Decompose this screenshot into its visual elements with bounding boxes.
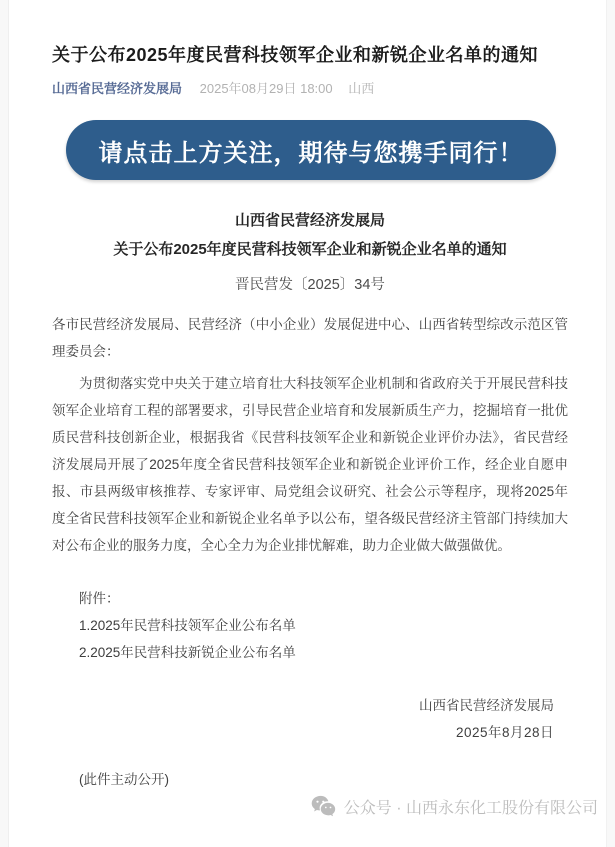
watermark-text: 公众号 · 山西永东化工股份有限公司 (343, 800, 598, 817)
attachment-item-1: 1.2025年民营科技领军企业公布名单 (79, 618, 296, 633)
attachments-label: 附件： (79, 591, 120, 606)
document-number: 晋民营发〔2025〕34号 (235, 277, 385, 293)
publish-date: 2025年08月29日 18:00 (199, 81, 333, 96)
disclosure-note: (此件主动公开) (79, 772, 169, 787)
attachments-block (79, 585, 568, 666)
signature-org: 山西省民营经济发展局 (419, 698, 554, 713)
body-paragraph: 为贯彻落实党中央关于建立培育壮大科技领军企业机制和省政府关于开展民营科技领军企业培育工程的部署要求，引导民营企业培育和发展新质生产力，挖掘培育一批优质民营科技创新企业，根据我省《民营科技领军企业和新锐企业评价办法》，省民营经济发展局开展了2025年度全省民营科技领军企业和新锐企业评价工作，经企业自愿申报、市县两级审核推荐、专家评审、局党组会议研究、社会公示等程序，现将2025年度全省民营科技领军企业和新锐企业名单予以公布，望各级民营经济主管部门持续加大对公布企业的服务力度，全心全力为企业排忧解难，助力企业做大做强做优。 (52, 376, 568, 553)
follow-banner-text: 请点击上方关注，期待与您携手同行！ (98, 139, 524, 167)
wechat-icon (311, 795, 337, 817)
article-meta (0, 68, 615, 98)
signature-date: 2025年8月28日 (455, 725, 554, 740)
article-title: 关于公布2025年度民营科技领军企业和新锐企业名单的通知 (52, 45, 539, 65)
attachment-item-2: 2.2025年民营科技新锐企业公布名单 (79, 645, 296, 660)
follow-banner[interactable] (66, 120, 556, 180)
account-name-link[interactable]: 山西省民营经济发展局 (52, 81, 183, 96)
watermark (0, 795, 615, 820)
salutation-paragraph: 各市民营经济发展局、民营经济（中小企业）发展促进中心、山西省转型综改示范区管理委员会： (52, 317, 568, 359)
document-title-heading: 关于公布2025年度民营科技领军企业和新锐企业名单的通知 (113, 241, 507, 258)
official-document (0, 210, 615, 793)
publish-location: 山西 (348, 81, 375, 96)
document-org-heading: 山西省民营经济发展局 (234, 212, 385, 229)
signature-block (52, 692, 568, 746)
